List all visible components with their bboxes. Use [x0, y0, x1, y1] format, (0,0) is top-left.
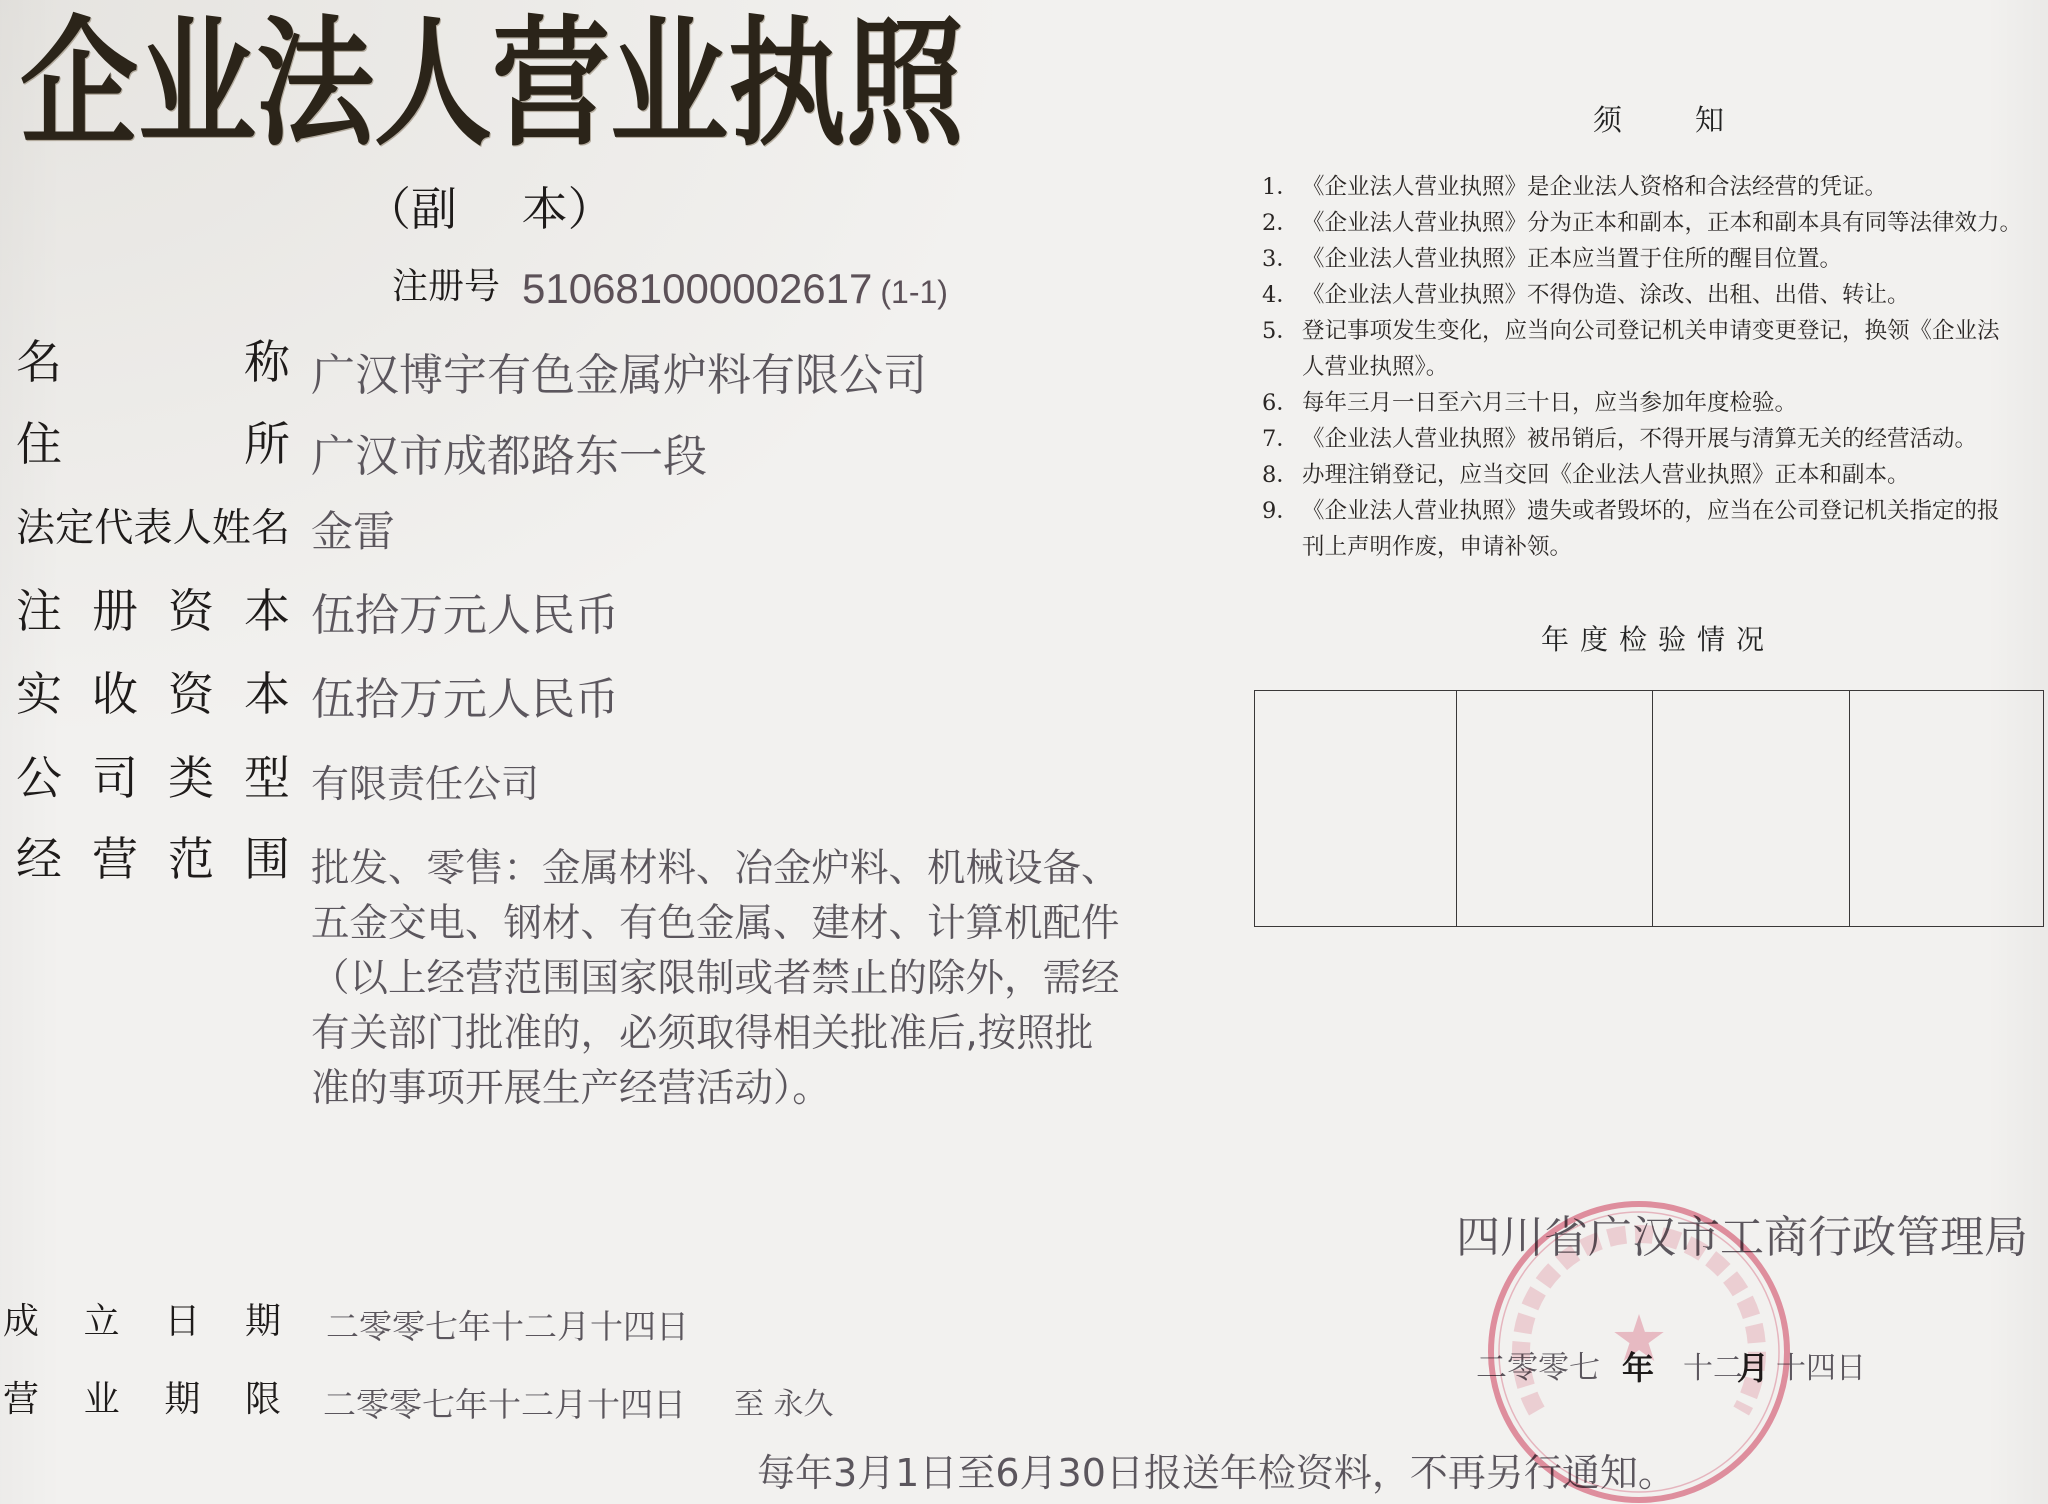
notice-text: 《企业法人营业执照》正本应当置于住所的醒目位置。	[1302, 246, 1843, 272]
notice-item	[1262, 241, 2046, 277]
notice-item	[1262, 385, 2046, 421]
field-label-paid-in-capital: 实 收 资 本	[16, 667, 290, 721]
business-term-label: 营 业 期 限	[3, 1379, 281, 1420]
inspection-cell	[1457, 691, 1653, 926]
notice-text: 《企业法人营业执照》分为正本和副本，正本和副本具有同等法律效力。	[1302, 210, 2023, 236]
inspection-cell	[1850, 691, 2043, 926]
field-value-address: 广汉市成都路东一段	[311, 431, 707, 482]
issuing-authority: 四川省广汉市工商行政管理局	[1456, 1212, 2028, 1263]
annual-inspection-table	[1254, 690, 2044, 927]
annual-inspection-heading: 年度检验情况	[1541, 623, 1776, 656]
issue-date-month-unit: 月	[1737, 1349, 1770, 1387]
field-label-registered-capital: 注 册 资 本	[16, 584, 290, 638]
field-value-paid-in-capital: 伍拾万元人民币	[311, 674, 619, 725]
notice-number: 8．	[1262, 462, 1299, 488]
notice-number: 1．	[1262, 174, 1299, 200]
field-value-company-type: 有限责任公司	[311, 762, 540, 806]
notice-number: 2．	[1262, 210, 1299, 236]
business-term-end: 至 永久	[734, 1387, 834, 1422]
field-label-company-type: 公 司 类 型	[16, 751, 290, 805]
registration-number	[522, 265, 948, 312]
registration-number-label: 注册号	[392, 266, 501, 307]
inspection-cell	[1653, 691, 1850, 926]
notice-number: 9．	[1262, 498, 1299, 524]
business-term-start: 二零零七年十二月十四日	[323, 1385, 686, 1424]
official-seal-icon	[1480, 1190, 1800, 1504]
issue-date-month: 十二	[1683, 1351, 1743, 1386]
notice-text: 《企业法人营业执照》被吊销后，不得开展与清算无关的经营活动。	[1302, 426, 1978, 452]
business-scope-line: 有关部门批准的，必须取得相关批准后,按照批	[311, 1011, 1094, 1056]
notice-text: 办理注销登记，应当交回《企业法人营业执照》正本和副本。	[1302, 462, 1910, 488]
notice-number: 7．	[1262, 426, 1299, 452]
notice-text: 《企业法人营业执照》是企业法人资格和合法经营的凭证。	[1302, 174, 1888, 200]
notice-item	[1262, 421, 2046, 457]
notice-item	[1262, 169, 2046, 205]
field-label-address: 住 所	[16, 417, 290, 471]
seal-inner-ring	[1499, 1212, 1779, 1492]
copy-type-label: （副 本）	[365, 182, 614, 236]
notice-text: 登记事项发生变化，应当向公司登记机关申请变更登记，换领《企业法	[1302, 318, 2000, 344]
registration-number-value: 510681000002617	[522, 265, 873, 312]
field-label-name: 名 称	[16, 335, 290, 389]
notice-heading: 须 知	[1593, 103, 1724, 137]
annual-inspection-reminder: 每年3月1日至6月30日报送年检资料，不再另行通知。	[757, 1451, 1676, 1495]
inspection-cell	[1255, 691, 1457, 926]
notice-text: 刊上声明作废，申请补领。	[1302, 534, 1573, 560]
field-label-business-scope: 经 营 范 围	[16, 832, 290, 886]
notice-number: 5．	[1262, 318, 1299, 344]
license-title: 企业法人营业执照	[20, 2, 965, 166]
notice-text: 《企业法人营业执照》不得伪造、涂改、出租、出借、转让。	[1302, 282, 1910, 308]
notice-item	[1262, 493, 2046, 565]
field-value-registered-capital: 伍拾万元人民币	[311, 590, 619, 641]
notice-number: 3．	[1262, 246, 1299, 272]
notice-text: 每年三月一日至六月三十日，应当参加年度检验。	[1302, 390, 1798, 416]
seal-outer-ring	[1491, 1204, 1787, 1500]
business-scope-line: 准的事项开展生产经营活动）。	[311, 1066, 831, 1111]
notice-item	[1262, 457, 2046, 493]
registration-number-suffix: (1-1)	[880, 274, 948, 310]
notice-number: 6．	[1262, 390, 1299, 416]
notice-item	[1262, 313, 2046, 385]
business-scope-line: 批发、零售：金属材料、冶金炉料、机械设备、	[311, 846, 1120, 891]
notice-number: 4．	[1262, 282, 1299, 308]
issue-date-year: 二零零七	[1476, 1350, 1600, 1386]
notice-item	[1262, 205, 2046, 241]
business-scope-line: 五金交电、钢材、有色金属、建材、计算机配件	[311, 901, 1120, 946]
field-value-business-scope	[311, 841, 1120, 1116]
field-value-name: 广汉博宇有色金属炉料有限公司	[311, 350, 927, 401]
issue-date-day: 十四日	[1776, 1351, 1866, 1386]
notice-item	[1262, 277, 2046, 313]
established-date-label: 成 立 日 期	[3, 1301, 281, 1342]
field-value-legal-representative: 金雷	[311, 507, 396, 556]
field-label-legal-representative: 法定代表人姓名	[16, 506, 290, 551]
notice-text: 人营业执照》。	[1302, 354, 1449, 380]
issue-date-year-unit: 年	[1622, 1349, 1655, 1387]
business-scope-line: （以上经营范围国家限制或者禁止的除外，需经	[311, 956, 1120, 1001]
notice-text: 《企业法人营业执照》遗失或者毁坏的，应当在公司登记机关指定的报	[1302, 498, 2000, 524]
notice-list	[1262, 169, 2046, 565]
seal-star-icon	[1614, 1314, 1663, 1361]
established-date-value: 二零零七年十二月十四日	[326, 1307, 689, 1346]
